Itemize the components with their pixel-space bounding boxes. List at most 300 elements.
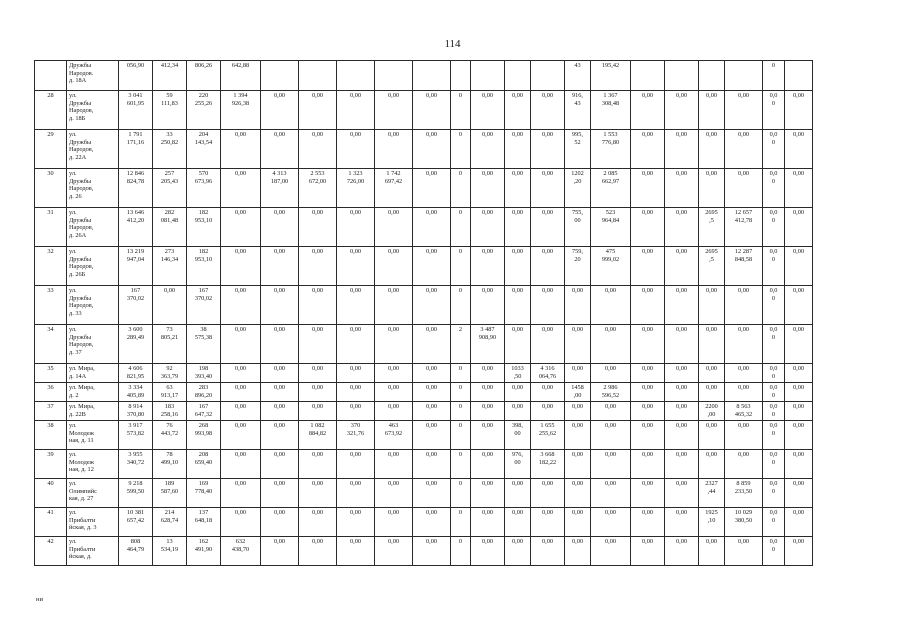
- value-cell: 0,00: [221, 364, 261, 383]
- value-cell: 0: [451, 508, 471, 537]
- value-cell: 8 563 465,32: [725, 402, 763, 421]
- value-cell: 0,00: [505, 130, 531, 169]
- value-cell: 0,00: [337, 286, 375, 325]
- value-cell: 0,00: [505, 537, 531, 566]
- value-cell: 0,00: [261, 383, 299, 402]
- value-cell: 283 896,20: [187, 383, 221, 402]
- value-cell: 3 917 573,82: [119, 421, 153, 450]
- value-cell: 0,00: [153, 286, 187, 325]
- value-cell: 1 655 255,62: [531, 421, 565, 450]
- value-cell: 92 363,79: [153, 364, 187, 383]
- value-cell: 0,00: [299, 508, 337, 537]
- value-cell: 632 438,70: [221, 537, 261, 566]
- address-cell: ул. Мира, д. 14А: [67, 364, 119, 383]
- address-cell: ул. Дружбы Народов, д. 33: [67, 286, 119, 325]
- value-cell: 0,00: [221, 421, 261, 450]
- value-cell: 0,00: [565, 325, 591, 364]
- value-cell: 0,00: [725, 130, 763, 169]
- value-cell: 0,00: [591, 364, 631, 383]
- value-cell: 0,00: [299, 286, 337, 325]
- value-cell: 0,00: [413, 537, 451, 566]
- value-cell: 0,00: [375, 479, 413, 508]
- value-cell: 0,00: [531, 286, 565, 325]
- value-cell: [785, 61, 813, 91]
- value-cell: 4 313 187,00: [261, 169, 299, 208]
- value-cell: 0,00: [471, 364, 505, 383]
- value-cell: 0,00: [299, 130, 337, 169]
- value-cell: 0,00: [505, 169, 531, 208]
- value-cell: 0,00: [375, 247, 413, 286]
- value-cell: 2695 ,5: [699, 208, 725, 247]
- value-cell: 0,00: [413, 364, 451, 383]
- value-cell: 0,00: [299, 479, 337, 508]
- value-cell: 0,00: [413, 421, 451, 450]
- value-cell: 0,00: [699, 286, 725, 325]
- value-cell: 0,00: [471, 247, 505, 286]
- value-cell: 0,00: [699, 91, 725, 130]
- value-cell: 0,00: [565, 508, 591, 537]
- value-cell: 0,00: [699, 537, 725, 566]
- value-cell: 0,00: [725, 383, 763, 402]
- value-cell: 12 657 412,78: [725, 208, 763, 247]
- value-cell: 0,00: [665, 402, 699, 421]
- row-number-cell: [35, 61, 67, 91]
- value-cell: 0,00: [565, 537, 591, 566]
- value-cell: 0,00: [699, 169, 725, 208]
- value-cell: 0,00: [261, 286, 299, 325]
- value-cell: [451, 61, 471, 91]
- value-cell: 0,00: [785, 247, 813, 286]
- value-cell: 0,00: [261, 421, 299, 450]
- value-cell: 0,00: [725, 364, 763, 383]
- value-cell: 183 258,16: [153, 402, 187, 421]
- value-cell: 0,00: [471, 383, 505, 402]
- value-cell: 182 953,10: [187, 247, 221, 286]
- value-cell: 1458 ,00: [565, 383, 591, 402]
- value-cell: 0,00: [261, 208, 299, 247]
- table-row: [35, 286, 813, 325]
- value-cell: 0,00: [505, 91, 531, 130]
- value-cell: 0,00: [665, 383, 699, 402]
- value-cell: 0,00: [337, 247, 375, 286]
- row-number-cell: 37: [35, 402, 67, 421]
- value-cell: 0,00: [725, 91, 763, 130]
- value-cell: [631, 61, 665, 91]
- address-cell: ул. Прибалти йская, д. 3: [67, 508, 119, 537]
- value-cell: 0,00: [471, 450, 505, 479]
- value-cell: 0,00: [785, 421, 813, 450]
- address-cell: ул. Дружбы Народов, д. 26: [67, 169, 119, 208]
- data-table: [34, 60, 813, 566]
- value-cell: 0,00: [725, 169, 763, 208]
- value-cell: 0,00: [531, 247, 565, 286]
- value-cell: 0,00: [221, 450, 261, 479]
- value-cell: 0,00: [631, 130, 665, 169]
- value-cell: 0,00: [725, 537, 763, 566]
- value-cell: 4 606 821,95: [119, 364, 153, 383]
- value-cell: 0,00: [299, 402, 337, 421]
- address-cell: ул. Мира, д. 22В: [67, 402, 119, 421]
- table-row: [35, 402, 813, 421]
- value-cell: 0,00: [221, 247, 261, 286]
- value-cell: 8 859 233,50: [725, 479, 763, 508]
- value-cell: 3 487 908,90: [471, 325, 505, 364]
- value-cell: 0,00: [261, 364, 299, 383]
- value-cell: [665, 61, 699, 91]
- value-cell: 0,00: [785, 169, 813, 208]
- value-cell: 755, 00: [565, 208, 591, 247]
- value-cell: 0: [451, 130, 471, 169]
- value-cell: 0,00: [785, 383, 813, 402]
- value-cell: [299, 61, 337, 91]
- value-cell: 214 628,74: [153, 508, 187, 537]
- value-cell: 0: [451, 479, 471, 508]
- value-cell: 0,00: [785, 91, 813, 130]
- value-cell: 0,00: [785, 325, 813, 364]
- value-cell: 0,00: [299, 364, 337, 383]
- value-cell: 0,00: [785, 402, 813, 421]
- value-cell: 0,00: [665, 91, 699, 130]
- address-cell: ул. Дружбы Народов, д. 22А: [67, 130, 119, 169]
- value-cell: 2327 ,44: [699, 479, 725, 508]
- value-cell: 806,26: [187, 61, 221, 91]
- value-cell: 0,00: [221, 208, 261, 247]
- value-cell: 2 553 672,00: [299, 169, 337, 208]
- value-cell: 0,0 0: [763, 383, 785, 402]
- value-cell: 0,00: [413, 450, 451, 479]
- value-cell: 0,00: [531, 169, 565, 208]
- value-cell: 0,00: [591, 450, 631, 479]
- value-cell: 0,00: [413, 130, 451, 169]
- value-cell: 0,00: [413, 508, 451, 537]
- value-cell: 0,00: [631, 208, 665, 247]
- value-cell: 268 993,98: [187, 421, 221, 450]
- value-cell: 0,00: [375, 130, 413, 169]
- value-cell: 1 742 697,42: [375, 169, 413, 208]
- value-cell: 0,00: [471, 91, 505, 130]
- value-cell: 0,00: [785, 450, 813, 479]
- value-cell: 0,00: [665, 286, 699, 325]
- address-cell: ул. Молодеж ная, д. 11: [67, 421, 119, 450]
- value-cell: 0,00: [221, 508, 261, 537]
- address-cell: ул. Молодеж ная, д. 12: [67, 450, 119, 479]
- value-cell: 0,0 0: [763, 208, 785, 247]
- value-cell: 976, 00: [505, 450, 531, 479]
- value-cell: 10 381 657,42: [119, 508, 153, 537]
- value-cell: 0,00: [665, 130, 699, 169]
- row-number-cell: 38: [35, 421, 67, 450]
- value-cell: 0,00: [413, 286, 451, 325]
- value-cell: 3 334 405,89: [119, 383, 153, 402]
- table-row: [35, 61, 813, 91]
- value-cell: 0,00: [631, 479, 665, 508]
- value-cell: 995, 52: [565, 130, 591, 169]
- value-cell: 0,0 0: [763, 537, 785, 566]
- row-number-cell: 31: [35, 208, 67, 247]
- value-cell: 182 953,10: [187, 208, 221, 247]
- value-cell: 0,00: [261, 508, 299, 537]
- value-cell: 0: [451, 383, 471, 402]
- value-cell: 257 205,43: [153, 169, 187, 208]
- address-cell: ул. Дружбы Народов, д. 37: [67, 325, 119, 364]
- row-number-cell: 30: [35, 169, 67, 208]
- table-row: [35, 508, 813, 537]
- value-cell: [531, 61, 565, 91]
- value-cell: 0,00: [725, 325, 763, 364]
- row-number-cell: 42: [35, 537, 67, 566]
- value-cell: 0,00: [785, 286, 813, 325]
- value-cell: 0,00: [413, 208, 451, 247]
- value-cell: 2: [451, 325, 471, 364]
- value-cell: 0,00: [631, 247, 665, 286]
- value-cell: 0,00: [471, 402, 505, 421]
- value-cell: [725, 61, 763, 91]
- value-cell: 0: [451, 208, 471, 247]
- value-cell: 0,00: [337, 402, 375, 421]
- row-number-cell: 33: [35, 286, 67, 325]
- value-cell: 0,0 0: [763, 402, 785, 421]
- value-cell: 0,0 0: [763, 421, 785, 450]
- value-cell: 0,00: [531, 402, 565, 421]
- row-number-cell: 28: [35, 91, 67, 130]
- value-cell: 0,00: [631, 169, 665, 208]
- address-cell: ул. Мира, д. 2: [67, 383, 119, 402]
- value-cell: 0,00: [565, 421, 591, 450]
- value-cell: 0,00: [337, 208, 375, 247]
- value-cell: 0,0 0: [763, 325, 785, 364]
- value-cell: 0,00: [299, 247, 337, 286]
- value-cell: 2 085 662,97: [591, 169, 631, 208]
- value-cell: 1 367 308,48: [591, 91, 631, 130]
- value-cell: 0,00: [413, 325, 451, 364]
- value-cell: 475 999,02: [591, 247, 631, 286]
- value-cell: 0,00: [261, 325, 299, 364]
- value-cell: 0,00: [299, 325, 337, 364]
- value-cell: 412,34: [153, 61, 187, 91]
- row-number-cell: 35: [35, 364, 67, 383]
- value-cell: 167 370,02: [187, 286, 221, 325]
- value-cell: 0,00: [565, 402, 591, 421]
- value-cell: 0,00: [665, 450, 699, 479]
- value-cell: 0,00: [631, 325, 665, 364]
- value-cell: 0,00: [631, 450, 665, 479]
- value-cell: 0,00: [665, 208, 699, 247]
- value-cell: 0,00: [261, 479, 299, 508]
- value-cell: 2 986 596,52: [591, 383, 631, 402]
- value-cell: 0,00: [725, 286, 763, 325]
- value-cell: 0,00: [531, 91, 565, 130]
- value-cell: 0,00: [375, 286, 413, 325]
- value-cell: 398, 00: [505, 421, 531, 450]
- value-cell: 0,00: [505, 479, 531, 508]
- value-cell: 0: [451, 364, 471, 383]
- table-row: [35, 421, 813, 450]
- value-cell: 0,0 0: [763, 91, 785, 130]
- value-cell: 463 673,92: [375, 421, 413, 450]
- value-cell: 0,0 0: [763, 479, 785, 508]
- value-cell: 0,00: [505, 208, 531, 247]
- table-row: [35, 208, 813, 247]
- value-cell: 0,00: [299, 91, 337, 130]
- value-cell: 0,00: [375, 450, 413, 479]
- value-cell: 0,00: [531, 479, 565, 508]
- value-cell: 12 287 848,58: [725, 247, 763, 286]
- value-cell: 0,00: [591, 479, 631, 508]
- value-cell: 0,00: [413, 479, 451, 508]
- value-cell: 12 846 824,78: [119, 169, 153, 208]
- value-cell: 73 805,21: [153, 325, 187, 364]
- address-cell: ул. Олимпийс кая, д. 27: [67, 479, 119, 508]
- value-cell: 1 394 926,38: [221, 91, 261, 130]
- value-cell: 0,0 0: [763, 169, 785, 208]
- address-cell: ул. Дружбы Народов, д. 18Б: [67, 91, 119, 130]
- value-cell: 0,00: [471, 208, 505, 247]
- value-cell: 1 323 726,00: [337, 169, 375, 208]
- value-cell: 13 534,19: [153, 537, 187, 566]
- value-cell: 0,00: [221, 402, 261, 421]
- value-cell: [471, 61, 505, 91]
- address-cell: ул. Дружбы Народов, д. 26Б: [67, 247, 119, 286]
- value-cell: 0: [451, 286, 471, 325]
- value-cell: 0,00: [591, 286, 631, 325]
- value-cell: [413, 61, 451, 91]
- value-cell: 0,00: [531, 537, 565, 566]
- value-cell: 0,00: [531, 130, 565, 169]
- value-cell: 0,00: [631, 286, 665, 325]
- value-cell: 0,00: [631, 421, 665, 450]
- value-cell: 0,00: [375, 383, 413, 402]
- value-cell: 759, 20: [565, 247, 591, 286]
- value-cell: 0,00: [631, 91, 665, 130]
- row-number-cell: 36: [35, 383, 67, 402]
- value-cell: 0,00: [375, 208, 413, 247]
- value-cell: 0,00: [299, 383, 337, 402]
- value-cell: 167 647,32: [187, 402, 221, 421]
- value-cell: 0,00: [665, 421, 699, 450]
- value-cell: 0,00: [261, 450, 299, 479]
- value-cell: 0,00: [565, 364, 591, 383]
- value-cell: 0,00: [337, 450, 375, 479]
- value-cell: 0,00: [299, 537, 337, 566]
- row-number-cell: 40: [35, 479, 67, 508]
- value-cell: 0,00: [221, 286, 261, 325]
- value-cell: 0: [763, 61, 785, 91]
- value-cell: 0,00: [565, 450, 591, 479]
- value-cell: 0,00: [505, 325, 531, 364]
- row-number-cell: 39: [35, 450, 67, 479]
- table-row: [35, 169, 813, 208]
- value-cell: 0,00: [299, 450, 337, 479]
- value-cell: 0,0 0: [763, 130, 785, 169]
- value-cell: 10 029 380,50: [725, 508, 763, 537]
- value-cell: 59 111,83: [153, 91, 187, 130]
- value-cell: 0,00: [699, 130, 725, 169]
- value-cell: 0,00: [221, 383, 261, 402]
- page-footer: ни: [36, 596, 43, 603]
- value-cell: 0,00: [471, 421, 505, 450]
- value-cell: 0,00: [221, 130, 261, 169]
- value-cell: 916, 43: [565, 91, 591, 130]
- value-cell: 0,00: [531, 508, 565, 537]
- value-cell: 0,00: [725, 421, 763, 450]
- value-cell: 0,00: [337, 325, 375, 364]
- value-cell: 0,00: [375, 364, 413, 383]
- value-cell: 0,00: [699, 325, 725, 364]
- value-cell: 0,00: [665, 325, 699, 364]
- value-cell: 0,00: [413, 247, 451, 286]
- value-cell: 0,00: [665, 364, 699, 383]
- value-cell: 0,00: [631, 508, 665, 537]
- value-cell: 0: [451, 91, 471, 130]
- value-cell: 220 255,26: [187, 91, 221, 130]
- value-cell: 0,00: [631, 402, 665, 421]
- value-cell: [505, 61, 531, 91]
- value-cell: 282 081,48: [153, 208, 187, 247]
- value-cell: 0,0 0: [763, 450, 785, 479]
- value-cell: 3 955 340,72: [119, 450, 153, 479]
- value-cell: 198 393,40: [187, 364, 221, 383]
- value-cell: 0,00: [591, 402, 631, 421]
- table-row: [35, 247, 813, 286]
- value-cell: 0,00: [471, 508, 505, 537]
- value-cell: 0,00: [221, 325, 261, 364]
- value-cell: 0,00: [413, 91, 451, 130]
- value-cell: 0,00: [565, 286, 591, 325]
- value-cell: 0,00: [505, 508, 531, 537]
- value-cell: 273 146,34: [153, 247, 187, 286]
- value-cell: 0,00: [591, 325, 631, 364]
- value-cell: 137 648,18: [187, 508, 221, 537]
- value-cell: 0,00: [785, 479, 813, 508]
- row-number-cell: 34: [35, 325, 67, 364]
- value-cell: 0,00: [631, 537, 665, 566]
- value-cell: 162 491,90: [187, 537, 221, 566]
- value-cell: 0,00: [785, 537, 813, 566]
- value-cell: 0,00: [665, 537, 699, 566]
- value-cell: 056,90: [119, 61, 153, 91]
- value-cell: 0,00: [665, 169, 699, 208]
- value-cell: 169 778,40: [187, 479, 221, 508]
- value-cell: 0,00: [699, 450, 725, 479]
- value-cell: 33 250,82: [153, 130, 187, 169]
- value-cell: 0: [451, 537, 471, 566]
- value-cell: 0,00: [665, 508, 699, 537]
- value-cell: 0,00: [631, 383, 665, 402]
- table-row: [35, 130, 813, 169]
- value-cell: 0,00: [665, 479, 699, 508]
- value-cell: 0,00: [299, 208, 337, 247]
- table-row: [35, 450, 813, 479]
- value-cell: 0: [451, 169, 471, 208]
- value-cell: [337, 61, 375, 91]
- value-cell: 0,00: [337, 508, 375, 537]
- value-cell: 0,00: [471, 286, 505, 325]
- value-cell: 1925 ,10: [699, 508, 725, 537]
- value-cell: 0,00: [471, 130, 505, 169]
- value-cell: 0,00: [337, 383, 375, 402]
- value-cell: 0,00: [631, 364, 665, 383]
- value-cell: 63 913,17: [153, 383, 187, 402]
- address-cell: ул. Прибалти йская, д.: [67, 537, 119, 566]
- value-cell: 0,00: [785, 208, 813, 247]
- value-cell: 0,00: [375, 537, 413, 566]
- value-cell: 13 219 947,04: [119, 247, 153, 286]
- value-cell: 0,00: [591, 508, 631, 537]
- value-cell: 0,00: [375, 325, 413, 364]
- table-row: [35, 91, 813, 130]
- value-cell: 808 464,79: [119, 537, 153, 566]
- value-cell: 2695 ,5: [699, 247, 725, 286]
